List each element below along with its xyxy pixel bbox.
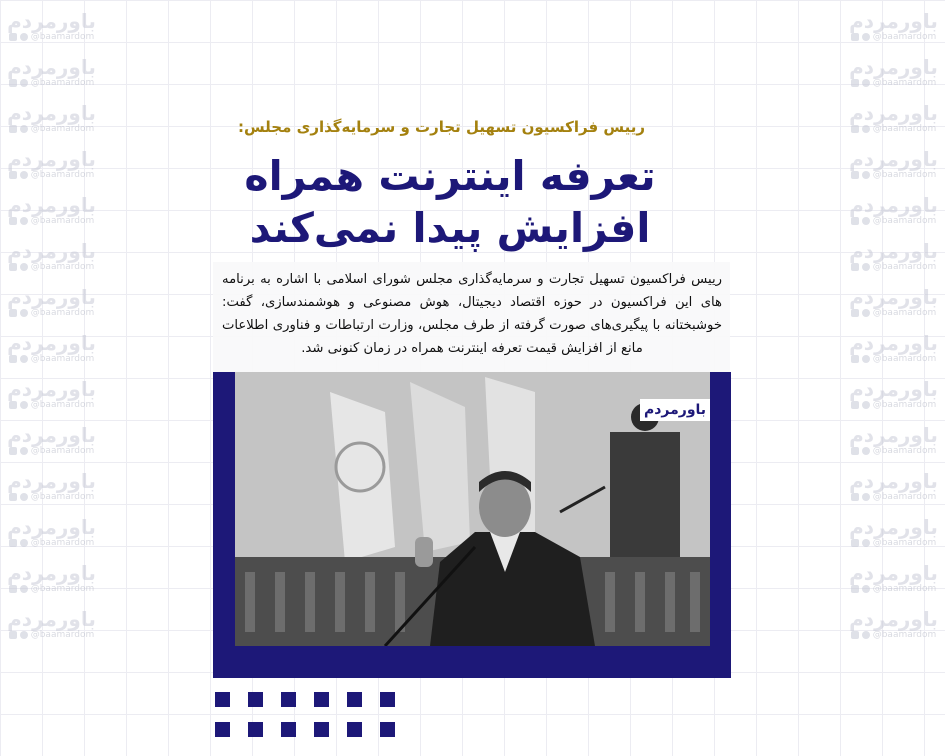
watermark (4, 470, 99, 502)
telegram-icon (862, 355, 870, 363)
speaker-head (479, 477, 531, 537)
telegram-icon (20, 585, 28, 593)
decor-square (281, 722, 296, 737)
telegram-icon (20, 263, 28, 271)
decor-square (248, 722, 263, 737)
photo-illustration (235, 372, 710, 646)
watermark (846, 332, 941, 364)
instagram-icon (9, 309, 17, 317)
watermark-handle: @baamardom (872, 630, 937, 640)
telegram-icon (862, 493, 870, 501)
watermark (4, 102, 99, 134)
watermark-handle: @baamardom (30, 400, 95, 410)
watermark (846, 194, 941, 226)
watermark-logo: باورمردم (849, 607, 938, 631)
instagram-icon (851, 125, 859, 133)
watermark (4, 56, 99, 88)
watermark-handle: @baamardom (30, 354, 95, 364)
decor-square (380, 722, 395, 737)
telegram-icon (20, 125, 28, 133)
decor-square (347, 692, 362, 707)
watermark (846, 148, 941, 180)
watermark-handle: @baamardom (30, 170, 95, 180)
instagram-icon (9, 401, 17, 409)
news-photo (235, 372, 710, 646)
decor-square (347, 722, 362, 737)
watermark-logo: باورمردم (849, 515, 938, 539)
watermark (846, 56, 941, 88)
watermark-column-left (4, 10, 99, 640)
watermark-logo: باورمردم (7, 55, 96, 79)
watermark-handle: @baamardom (30, 308, 95, 318)
instagram-icon (9, 217, 17, 225)
instagram-icon (9, 79, 17, 87)
watermark-logo: باورمردم (849, 285, 938, 309)
watermark-logo: باورمردم (7, 239, 96, 263)
instagram-icon (9, 493, 17, 501)
instagram-icon (851, 263, 859, 271)
watermark-handle: @baamardom (872, 170, 937, 180)
instagram-icon (851, 79, 859, 87)
watermark (846, 424, 941, 456)
decor-square (380, 692, 395, 707)
telegram-icon (862, 33, 870, 41)
watermark-handle: @baamardom (30, 32, 95, 42)
watermark-logo: باورمردم (849, 331, 938, 355)
decor-square (314, 722, 329, 737)
watermark (846, 102, 941, 134)
telegram-icon (20, 631, 28, 639)
watermark-handle: @baamardom (30, 216, 95, 226)
decor-square (215, 722, 230, 737)
watermark-logo: باورمردم (7, 423, 96, 447)
watermark-handle: @baamardom (872, 308, 937, 318)
instagram-icon (9, 355, 17, 363)
watermark (4, 562, 99, 594)
watermark-logo: باورمردم (849, 239, 938, 263)
watermark-handle: @baamardom (30, 492, 95, 502)
instagram-icon (851, 33, 859, 41)
speaker-hand (415, 537, 433, 567)
kicker-text: رییس فراکسیون تسهیل تجارت و سرمایه‌گذاری مجلس: (237, 118, 645, 136)
telegram-icon (862, 217, 870, 225)
telegram-icon (20, 217, 28, 225)
headline: تعرفه اینترنت همراه افزایش پیدا نمی‌کند (244, 152, 656, 252)
watermark (4, 10, 99, 42)
telegram-icon (20, 309, 28, 317)
watermark-logo: باورمردم (7, 101, 96, 125)
instagram-icon (851, 309, 859, 317)
watermark (4, 608, 99, 640)
telegram-icon (20, 539, 28, 547)
telegram-icon (20, 79, 28, 87)
watermark-handle: @baamardom (872, 492, 937, 502)
instagram-icon (851, 401, 859, 409)
instagram-icon (9, 631, 17, 639)
instagram-icon (851, 447, 859, 455)
telegram-icon (862, 447, 870, 455)
watermark (4, 286, 99, 318)
watermark-handle: @baamardom (872, 584, 937, 594)
watermark-logo: باورمردم (849, 469, 938, 493)
instagram-icon (851, 355, 859, 363)
watermark (846, 10, 941, 42)
decor-square (215, 692, 230, 707)
watermark (846, 240, 941, 272)
instagram-icon (9, 125, 17, 133)
instagram-icon (9, 585, 17, 593)
watermark-logo: باورمردم (7, 193, 96, 217)
instagram-icon (851, 171, 859, 179)
telegram-icon (862, 171, 870, 179)
decor-square (281, 692, 296, 707)
watermark-handle: @baamardom (872, 400, 937, 410)
watermark (846, 378, 941, 410)
telegram-icon (862, 631, 870, 639)
photo-logo-badge: باورمردم (640, 399, 710, 421)
instagram-icon (9, 171, 17, 179)
instagram-icon (9, 33, 17, 41)
watermark-handle: @baamardom (30, 584, 95, 594)
watermark (846, 470, 941, 502)
decor-square (314, 692, 329, 707)
telegram-icon (20, 171, 28, 179)
watermark-handle: @baamardom (872, 354, 937, 364)
telegram-icon (862, 539, 870, 547)
watermark-logo: باورمردم (849, 9, 938, 33)
watermark-logo: باورمردم (7, 285, 96, 309)
watermark-handle: @baamardom (872, 262, 937, 272)
body-text: رییس فراکسیون تسهیل تجارت و سرمایه‌گذاری مجلس شورای اسلامی با اشاره به برنامه های این فراکسیون در حوزه اقتصاد دیجیتال، هوش مصنوعی و هوشمندسازی، گفت: خوشبختانه با پیگیری‌های صورت گرفته از طرف مجلس، وزارت ارتباطات و فناوری اطلاعات مانع از افزایش قیمت تعرفه اینترنت همراه در زمان کنونی شد. (222, 272, 722, 356)
watermark (4, 332, 99, 364)
watermark-handle: @baamardom (30, 78, 95, 88)
telegram-icon (862, 401, 870, 409)
telegram-icon (862, 79, 870, 87)
telegram-icon (862, 309, 870, 317)
telegram-icon (862, 585, 870, 593)
watermark-logo: باورمردم (7, 607, 96, 631)
watermark-logo: باورمردم (7, 147, 96, 171)
instagram-icon (851, 493, 859, 501)
instagram-icon (851, 631, 859, 639)
telegram-icon (20, 447, 28, 455)
watermark-handle: @baamardom (30, 630, 95, 640)
watermark (4, 240, 99, 272)
watermark-logo: باورمردم (849, 147, 938, 171)
watermark-logo: باورمردم (7, 377, 96, 401)
watermark-handle: @baamardom (872, 124, 937, 134)
watermark (846, 286, 941, 318)
instagram-icon (851, 539, 859, 547)
watermark-handle: @baamardom (30, 538, 95, 548)
watermark-logo: باورمردم (849, 377, 938, 401)
decor-square (248, 692, 263, 707)
instagram-icon (851, 585, 859, 593)
watermark-logo: باورمردم (7, 469, 96, 493)
instagram-icon (9, 539, 17, 547)
watermark-logo: باورمردم (7, 331, 96, 355)
watermark-handle: @baamardom (872, 538, 937, 548)
telegram-icon (862, 125, 870, 133)
telegram-icon (20, 401, 28, 409)
watermark-handle: @baamardom (872, 446, 937, 456)
instagram-icon (9, 263, 17, 271)
watermark-logo: باورمردم (849, 561, 938, 585)
watermark-logo: باورمردم (849, 101, 938, 125)
watermark (846, 608, 941, 640)
watermark-logo: باورمردم (849, 423, 938, 447)
telegram-icon (862, 263, 870, 271)
watermark-logo: باورمردم (849, 193, 938, 217)
watermark-column-right (846, 10, 941, 640)
watermark-logo: باورمردم (7, 9, 96, 33)
watermark-logo: باورمردم (7, 515, 96, 539)
watermark-handle: @baamardom (872, 78, 937, 88)
watermark (846, 562, 941, 594)
telegram-icon (20, 493, 28, 501)
watermark (4, 378, 99, 410)
watermark-handle: @baamardom (30, 446, 95, 456)
decorative-dot-grid (215, 692, 395, 737)
watermark-handle: @baamardom (872, 32, 937, 42)
instagram-icon (851, 217, 859, 225)
telegram-icon (20, 33, 28, 41)
watermark (4, 148, 99, 180)
telegram-icon (20, 355, 28, 363)
watermark-handle: @baamardom (30, 124, 95, 134)
watermark-handle: @baamardom (30, 262, 95, 272)
watermark (4, 516, 99, 548)
watermark (4, 424, 99, 456)
watermark (846, 516, 941, 548)
instagram-icon (9, 447, 17, 455)
watermark-logo: باورمردم (849, 55, 938, 79)
watermark-logo: باورمردم (7, 561, 96, 585)
watermark-handle: @baamardom (872, 216, 937, 226)
watermark (4, 194, 99, 226)
